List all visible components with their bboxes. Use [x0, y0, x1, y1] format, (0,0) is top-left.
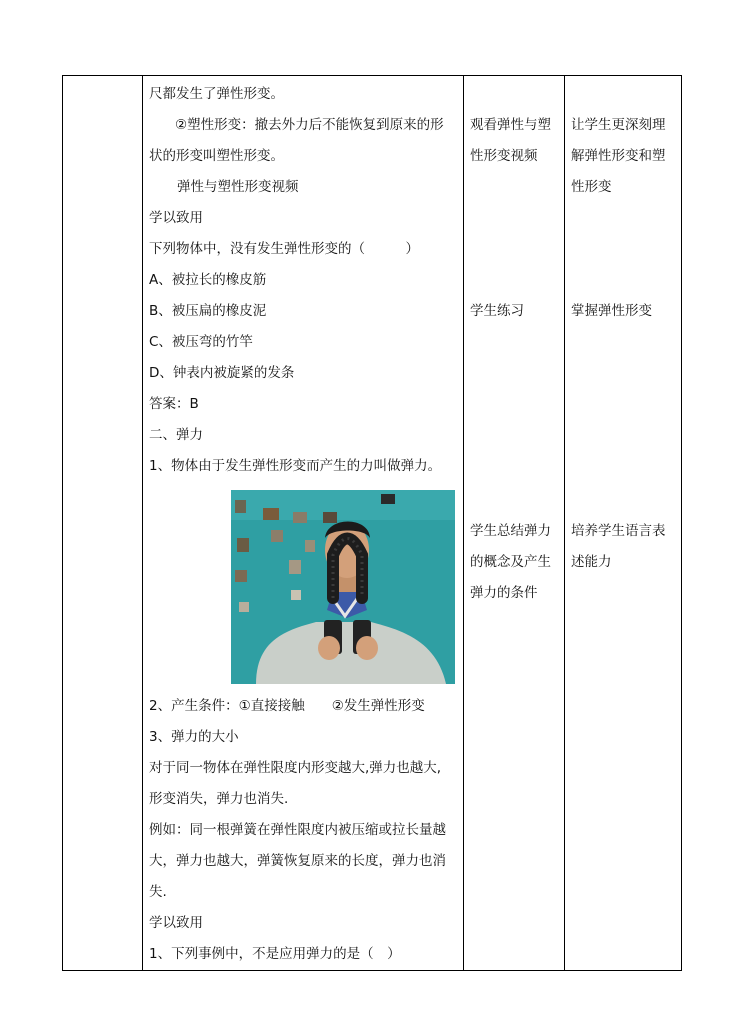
text-line: 学以致用	[149, 210, 203, 226]
text-line: 弹性与塑性形变视频	[177, 179, 299, 195]
student-text: 学生练习	[470, 303, 524, 319]
student-text: 性形变视频	[470, 148, 538, 164]
photo-illustration	[231, 490, 455, 684]
student-text: 的概念及产生	[470, 554, 551, 570]
text-line: 二、弹力	[149, 427, 203, 443]
lesson-table	[62, 75, 682, 971]
design-intent-column	[565, 76, 681, 970]
text-line: 1、下列事例中，不是应用弹力的是（ ）	[149, 946, 401, 962]
text-line: 答案：B	[149, 396, 199, 412]
intent-text: 培养学生语言表	[571, 523, 666, 539]
text-line: 2、产生条件：①直接接触 ②发生弹性形变	[149, 698, 425, 714]
text-line: 大，弹力也越大，弹簧恢复原来的长度，弹力也消	[149, 853, 446, 869]
student-activity-column	[464, 76, 564, 970]
text-line: 形变消失，弹力也消失.	[149, 791, 289, 807]
intent-text: 解弹性形变和塑	[571, 148, 666, 164]
text-line: ②塑性形变：撤去外力后不能恢复到原来的形	[175, 117, 444, 133]
content-column	[143, 76, 463, 970]
text-line: 例如：同一根弹簧在弹性限度内被压缩或拉长量越	[149, 822, 446, 838]
intent-text: 掌握弹性形变	[571, 303, 652, 319]
text-line: B、被压扁的橡皮泥	[149, 303, 267, 319]
photo-boy-chest-expander	[231, 490, 455, 684]
intent-text: 性形变	[571, 179, 612, 195]
text-line: 尺都发生了弹性形变。	[149, 86, 284, 102]
text-line: C、被压弯的竹竿	[149, 334, 253, 350]
student-text: 弹力的条件	[470, 585, 538, 601]
text-line: 学以致用	[149, 915, 203, 931]
text-line: 失.	[149, 884, 167, 900]
text-line: A、被拉长的橡皮筋	[149, 272, 267, 288]
text-line: D、钟表内被旋紧的发条	[149, 365, 295, 381]
student-text: 学生总结弹力	[470, 523, 551, 539]
text-line: 状的形变叫塑性形变。	[149, 148, 284, 164]
empty-first-column	[63, 76, 142, 970]
intent-text: 述能力	[571, 554, 612, 570]
text-line: 对于同一物体在弹性限度内形变越大,弹力也越大,	[149, 760, 442, 776]
student-text: 观看弹性与塑	[470, 117, 551, 133]
text-line: 下列物体中，没有发生弹性形变的（ ）	[149, 241, 419, 257]
intent-text: 让学生更深刻理	[571, 117, 666, 133]
text-line: 3、弹力的大小	[149, 729, 239, 745]
text-line: 1、物体由于发生弹性形变而产生的力叫做弹力。	[149, 458, 442, 474]
